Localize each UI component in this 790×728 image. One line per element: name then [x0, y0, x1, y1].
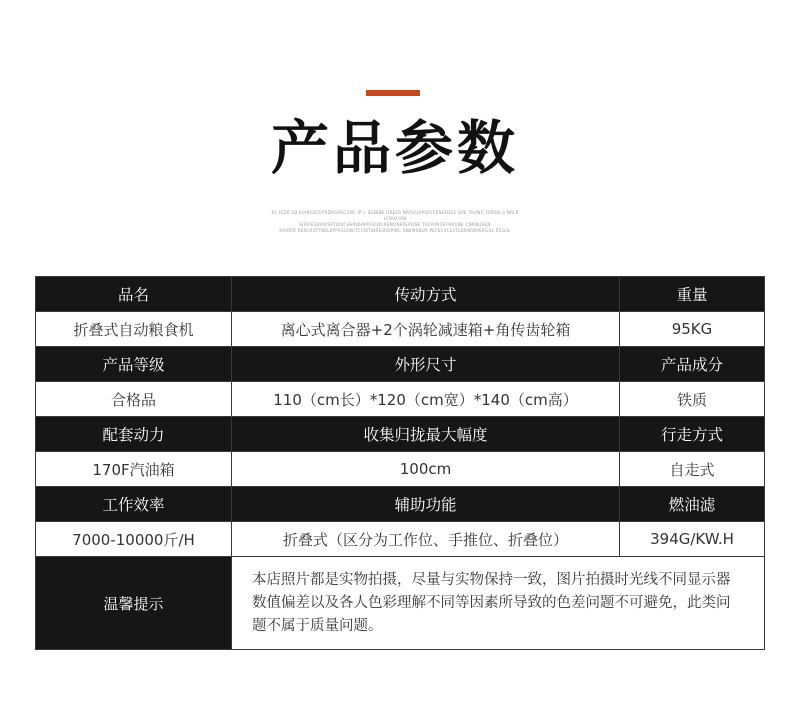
value-cell: 100cm: [232, 452, 620, 487]
header-row: [36, 417, 765, 452]
spec-table: [35, 276, 765, 650]
value-cell: 110（cm长）*120（cm宽）*140（cm高）: [232, 382, 620, 417]
header-cell: 品名: [36, 277, 232, 312]
value-row: [36, 452, 765, 487]
header-cell: 产品等级: [36, 347, 232, 382]
notice-label: 温馨提示: [36, 557, 232, 650]
value-cell: 合格品: [36, 382, 232, 417]
value-cell: 394G/KW.H: [620, 522, 765, 557]
header-cell: 配套动力: [36, 417, 232, 452]
header-row: [36, 347, 765, 382]
value-cell: 铁质: [620, 382, 765, 417]
header-cell: 传动方式: [232, 277, 620, 312]
subtitle-fine-print: [260, 210, 530, 232]
value-cell: 离心式离合器+2个涡轮减速箱+角传齿轮箱: [232, 312, 620, 347]
header-row: [36, 277, 765, 312]
header-cell: 工作效率: [36, 487, 232, 522]
header-cell: 外形尺寸: [232, 347, 620, 382]
value-cell: 折叠式自动粮食机: [36, 312, 232, 347]
header-cell: 辅助功能: [232, 487, 620, 522]
header-cell: 重量: [620, 277, 765, 312]
value-row: [36, 312, 765, 347]
value-cell: 折叠式（区分为工作位、手推位、折叠位）: [232, 522, 620, 557]
header-cell: 收集归拢最大幅度: [232, 417, 620, 452]
subtitle-line: SIIRFESDUIRSPTDIXCHERDHNPGDUPLRENONEPERDNE TRCRIPICEFNRUNE CNRNUAEN: [299, 222, 491, 227]
subtitle-line: RL FEZE LD EUINGRCEPRDHSPGCUNC IP L SGNINE DRELR NRPGUAPSRCFENSFDES GPE TRUNG FERSN G NRLE LCMXFIAN: [271, 210, 519, 221]
notice-row: [36, 557, 765, 650]
value-cell: 170F汽油箱: [36, 452, 232, 487]
value-cell: 95KG: [620, 312, 765, 347]
page-title: 产品参数: [270, 114, 519, 182]
value-row: [36, 382, 765, 417]
subtitle-line: RIVRCR RERCRUFTNELEPPRSGINIITCCIRTINRESRDPINC SNEMSNUR PEFECIICEATLDRNRRPERGUL RSGIIL: [279, 228, 511, 232]
value-cell: 自走式: [620, 452, 765, 487]
header-cell: 行走方式: [620, 417, 765, 452]
title-accent-bar: [366, 90, 420, 96]
notice-text: 本店照片都是实物拍摄，尽量与实物保持一致，图片拍摄时光线不同显示器数值偏差以及各人色彩理解不同等因素所导致的色差问题不可避免，此类问题不属于质量问题。: [232, 557, 765, 650]
value-row: [36, 522, 765, 557]
value-cell: 7000-10000斤/H: [36, 522, 232, 557]
header-row: [36, 487, 765, 522]
header-cell: 燃油滤: [620, 487, 765, 522]
header-cell: 产品成分: [620, 347, 765, 382]
